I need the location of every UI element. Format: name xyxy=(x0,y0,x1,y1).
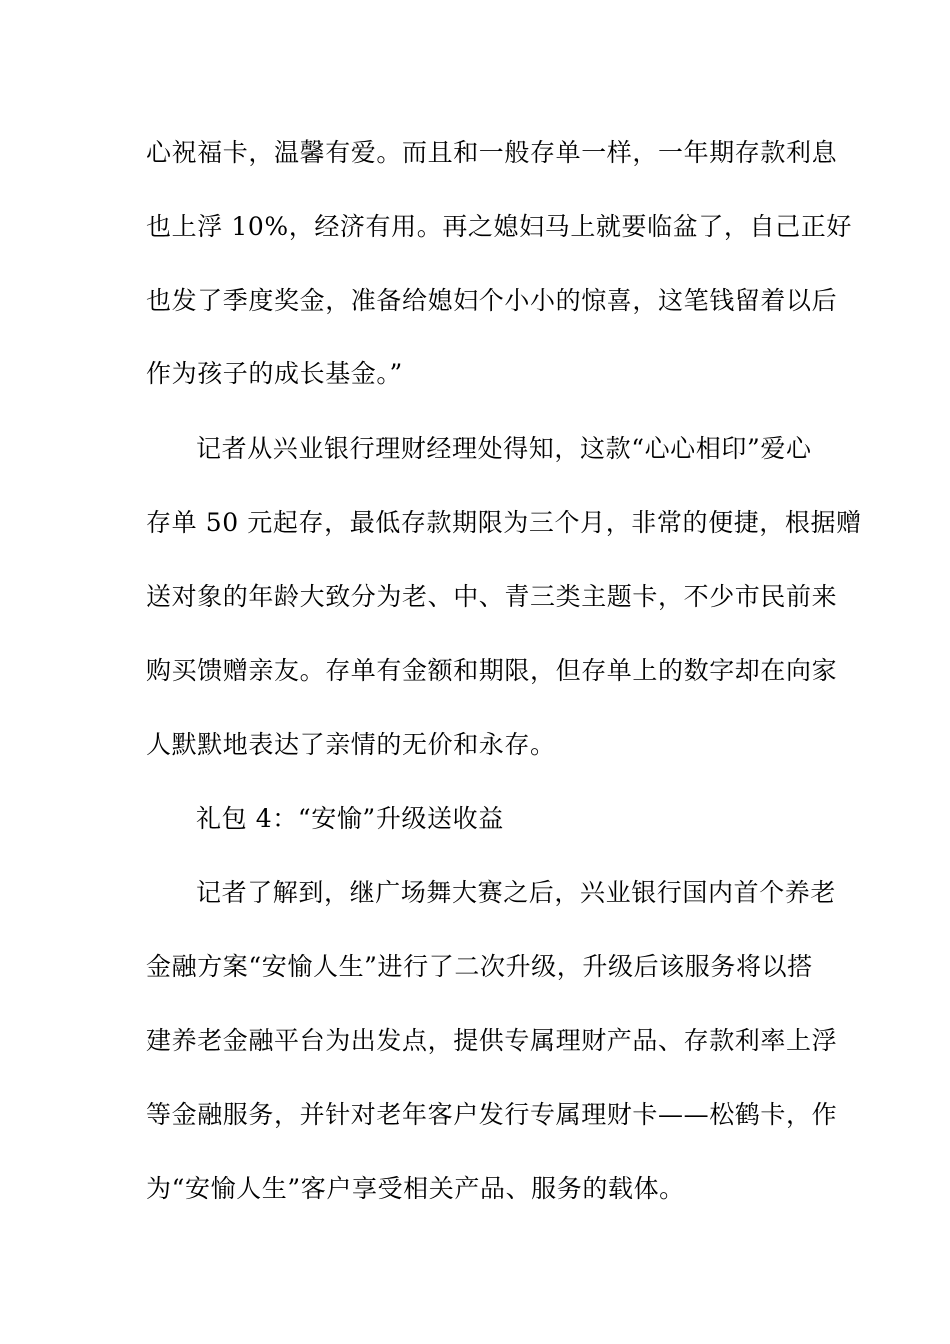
paragraph-line: 存单 50 元起存，最低存款期限为三个月，非常的便捷，根据赠 xyxy=(146,508,862,537)
paragraph-line: 等金融服务，并针对老年客户发行专属理财卡——松鹤卡，作 xyxy=(146,1100,838,1129)
paragraph-line: 也发了季度奖金，准备给媳妇个小小的惊喜，这笔钱留着以后 xyxy=(146,286,838,315)
paragraph-line: 送对象的年龄大致分为老、中、青三类主题卡，不少市民前来 xyxy=(146,582,838,611)
paragraph-line: 人默默地表达了亲情的无价和永存。 xyxy=(146,730,556,759)
paragraph-line: 心祝福卡，温馨有爱。而且和一般存单一样，一年期存款利息 xyxy=(146,138,838,167)
paragraph-line: 记者从兴业银行理财经理处得知，这款“心心相印”爱心 xyxy=(196,434,812,463)
paragraph-line: 金融方案“安愉人生”进行了二次升级，升级后该服务将以搭 xyxy=(146,952,813,981)
paragraph-line: 也上浮 10%，经济有用。再之媳妇马上就要临盆了，自己正好 xyxy=(146,212,852,241)
paragraph-line: 购买馈赠亲友。存单有金额和期限，但存单上的数字却在向家 xyxy=(146,656,838,685)
paragraph-line: 为“安愉人生”客户享受相关产品、服务的载体。 xyxy=(146,1174,685,1203)
paragraph-line: 建养老金融平台为出发点，提供专属理财产品、存款利率上浮 xyxy=(146,1026,838,1055)
paragraph-line: 记者了解到，继广场舞大赛之后，兴业银行国内首个养老 xyxy=(196,878,837,907)
section-heading: 礼包 4：“安愉”升级送收益 xyxy=(196,804,504,833)
paragraph-line: 作为孩子的成长基金。” xyxy=(146,359,403,388)
